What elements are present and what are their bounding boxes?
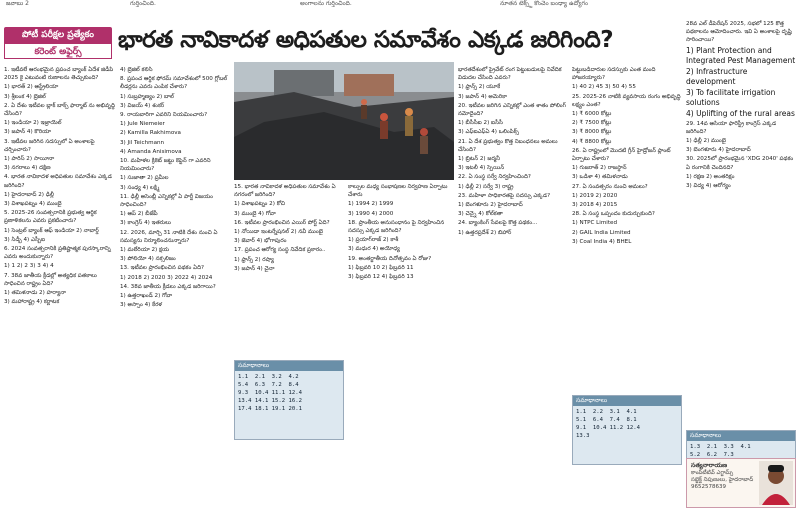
question-line: 1) గుజరాత్ 2) రాజస్థాన్ (572, 165, 627, 172)
question-line: 4) Uplifting of the rural areas (686, 108, 795, 118)
question-line: 18. ప్రాంతీయ అనుసంధానం పై నిర్వహించిన సదస్సు ఎక్కడ జరిగింది? (348, 219, 445, 235)
question-line: 1) 1 2) 2 3) 3 4) 4 (4, 263, 54, 270)
question-line: 3) విద్య 4) ఆరోగ్యం (686, 183, 731, 190)
answer-key-grid (235, 371, 343, 415)
answer-row: 5.2 6.2 7.3 (690, 452, 734, 458)
question-line: 3. ఇటీవల జరిగిన సదస్సులో ఏ అంశాలపై చర్చించారు? (4, 138, 95, 153)
question-column-3 (234, 183, 344, 506)
answer-key-2 (572, 395, 682, 465)
question-line: 1) రక్షణ 2) అంతరిక్షం (686, 173, 735, 180)
question-line: 2) Kamilla Rakhimova (120, 130, 181, 137)
answer-row: 5.4 6.3 7.2 8.4 (238, 382, 299, 388)
answer-row: 13.4 14.1 15.2 16.2 (238, 398, 302, 404)
question-line: 3) ₹ 8000 కోట్లు (572, 129, 612, 136)
question-line: 3) Coal India 4) BHEL (572, 238, 632, 245)
question-line: 28వ ఎల్ డీపెరేషన్ 2025, సభలో 125 కొత్త పథకాలను ఆమోదించారు. ఇవి ఏ అంశాలపై దృష్టి సారించాయి? (686, 21, 792, 44)
question-line: 3) విజయ్ 4) శంకర్ (120, 102, 165, 109)
question-line: 17. ప్రపంచ ఆరోగ్య సంస్థ నివేదిక ప్రకారం.. (234, 247, 326, 254)
question-line: 1) ఫిబ్రవరి 10 2) ఫిబ్రవరి 11 (348, 264, 414, 271)
question-line: 3) ముంబై 4) గోవా (234, 210, 276, 217)
question-line: 13. ఇటీవల ప్రారంభించిన పథకం ఏది? (120, 265, 204, 272)
question-line: 4. భారత నావికాదళ అధిపతుల సమావేశం ఎక్కడ జరిగింది? (4, 174, 112, 189)
question-line: 24. బ్యాంకింగ్ సేవలపై కొత్త పథకం... (458, 220, 538, 227)
question-line: 27. ఏ సంవత్సరం నుంచి అమలు? (572, 183, 648, 190)
question-line: 1) 40 2) 45 3) 50 4) 55 (572, 84, 636, 91)
section-badge (4, 27, 112, 59)
question-column-2 (120, 66, 230, 506)
question-line: 1) మలేరియా 2) క్షయ (120, 247, 170, 254)
question-line: 4) ₹ 8800 కోట్లు (572, 138, 612, 145)
question-line: 6. 2024 సంవత్సరానికి ప్రతిష్టాత్మక పురస్కారాన్ని ఎవరు అందుకున్నారు? (4, 246, 111, 261)
question-line: 3) జపాన్ 4) అమెరికా (458, 93, 507, 100)
question-line: 3) To facilitate irrigation solutions (686, 87, 776, 107)
author-photo (759, 461, 793, 505)
question-line: భారతదేశంలో ప్రైవేట్ రంగ పెట్టుబడులపై నివేదిక విడుదల చేసింది ఎవరు? (458, 67, 562, 82)
question-line: 1) సుజాతా 2) ప్రమీల (120, 175, 169, 182)
answer-row: 5.1 6.4 7.4 8.1 (576, 417, 637, 423)
question-column-7 (686, 20, 796, 270)
question-line: 7. 38వ జాతీయ క్రీడల్లో అత్యధిక పతకాలు సాధించిన రాష్ట్రం ఏది? (4, 272, 97, 287)
question-line: 23. మహిళా సాధికారతపై సదస్సు ఎక్కడ? (458, 192, 551, 199)
question-line: 2) ₹ 7500 కోట్లు (572, 120, 612, 127)
question-line: 1) ఇండియా 2) ఇజ్రాయెల్ (4, 120, 62, 127)
strip-text: నూతన టెక్స్ట్ కొంచెం బంధ్యా ఉద్యోగం (500, 0, 588, 7)
question-line: 2) Infrastructure development (686, 66, 748, 86)
author-role: కాంపిటీటివ్ ఎగ్జామ్స్ (691, 470, 734, 476)
question-line: 1) బెంగళూరు 2) హైదరాబాద్ (458, 202, 523, 209)
badge-bottom: కరెంట్ అఫైర్స్ (4, 43, 112, 59)
question-line: 1) 1994 2) 1999 (348, 201, 394, 208)
answer-key-heading: సమాధానాలు (235, 361, 343, 371)
question-column-5 (458, 66, 568, 506)
question-line: 4) బ్రెజిల్ కలిసి (120, 67, 153, 73)
question-line: 1) ఢిల్లీ 2) ముంబై (686, 138, 726, 145)
question-column-4 (348, 183, 454, 506)
question-line: 4) Amanda Anisimova (120, 148, 182, 155)
question-line: 3) ఇటలీ 4) స్పెయిన్ (458, 165, 505, 172)
question-line: 20. ఇటీవల జరిగిన ఎన్నికల్లో ఎంత శాతం పోలింగ్ నమోదైంది? (458, 102, 566, 118)
question-line: 16. ఇటీవల ప్రారంభించిన ఎయిర్ పోర్ట్ ఏది? (234, 219, 330, 226)
question-line: 19. అంతర్జాతీయ దినోత్సవం ఏ రోజు? (348, 255, 432, 262)
question-line: 3) బెంగళూరు 4) హైదరాబాద్ (686, 147, 751, 154)
question-line: 5. 2025-26 సంవత్సరానికి ప్రభుత్వ ఆర్థిక ప్రణాళికలను ఎవరు ప్రకటించారు? (4, 210, 97, 225)
answer-row: 17.4 18.1 19.1 20.1 (238, 406, 302, 412)
question-line: 3) చెన్నై 4) కోల్‌కతా (458, 211, 503, 218)
question-line: 8. ప్రపంచ ఆర్థిక ఫోరమ్ సమావేశంలో 500 గ్లోబల్ లీడర్లను ఎవరు ఎంపిక చేశారు? (120, 76, 228, 91)
author-phone: 9652578639 (691, 484, 726, 490)
news-photo (234, 62, 454, 180)
question-line: 1) హైదరాబాద్ 2) ఢిల్లీ (4, 191, 54, 198)
question-line: 3) ఒడిశా 4) తమిళనాడు (572, 174, 628, 181)
answer-key-heading: సమాధానాలు (687, 431, 795, 441)
question-line: 3) మహారాష్ట్ర 4) కర్ణాటక (4, 299, 60, 306)
question-line: 3) విశాఖపట్నం 4) ముంబై (4, 201, 62, 208)
answer-key-grid (573, 406, 681, 442)
badge-top: పోటీ పరీక్షల ప్రత్యేకం (4, 27, 112, 43)
question-line: 1) తమిళనాడు 2) హర్యానా (4, 290, 66, 297)
question-line: 1) NTPC Limited (572, 220, 618, 227)
question-line: 1) సెంట్రల్ బ్యాంక్ ఆఫ్ ఇండియా 2) నాబార్డ్ (4, 227, 99, 234)
question-line: 1) ఢిల్లీ 2) సర్వే 3) రాష్ట్ర (458, 183, 514, 190)
question-line: 26. ఏ రాష్ట్రంలో మొదటి గ్రీన్ హైడ్రోజన్ ప్లాంట్ ఏర్పాటు చేశారు? (572, 147, 671, 163)
question-line: 3) అస్సాం 4) కేరళ (120, 302, 162, 309)
question-line: 3) నగరాలు 4) దక్షిణ (4, 165, 51, 172)
question-line: 3) Jil Teichmann (120, 139, 165, 146)
question-column-1 (4, 66, 116, 506)
question-line: 21. ఏ దేశ ప్రభుత్వం కొత్త నిబంధనలు అమలు చేసింది? (458, 138, 558, 153)
question-line: 10. మహిళల క్రికెట్ జట్టు కెప్టెన్ గా ఎవరిని నియమించారు? (120, 158, 211, 173)
question-line: 3) శ్రీలంక 4) బ్రెజిల్ (4, 93, 46, 100)
question-line: 1) ఫ్రాన్స్ 2) రష్యా (234, 256, 274, 263)
question-line: కాల్పుల మధ్య సంభాషణల నిర్వహణ ఏర్పాటు చేశారు (348, 184, 448, 199)
top-strip (0, 0, 800, 8)
question-line: 2) GAIL India Limited (572, 229, 631, 236)
question-line: 1) విశాఖపట్నం 2) కోచి (234, 201, 285, 208)
answer-row: 1.1 2.1 3.2 4.2 (238, 374, 299, 380)
question-line: 25. 2025-26 నాటికి వ్యవసాయ రంగం అభివృద్ధి లక్ష్యం ఎంత? (572, 93, 681, 108)
question-line: 1) ఫ్రాన్స్ 2) యూకే (458, 84, 501, 91)
question-line: 1) పారిస్ 2) సాయీనా (4, 156, 55, 163)
question-line: 1) ఆప్ 2) బీజేపీ (120, 211, 158, 218)
question-line: 3) జెవార్ 4) భోగాపురం (234, 238, 287, 245)
question-line: 12. 2026, మార్చి 31 నాటికి దేశం నుంచి ఏ సమస్యను నిర్మూలించనున్నారు? (120, 229, 218, 244)
question-line: 3) సిడ్బీ 4) ఎస్బీఐ (4, 236, 46, 243)
question-line: 3) 2018 4) 2015 (572, 202, 618, 209)
question-line: 1) Plant Protection and Integrated Pest Management (686, 45, 796, 65)
author-location: సబ్జెక్ట్ నిపుణులు, హైదరాబాద్ (691, 477, 754, 483)
answer-key-heading: సమాధానాలు (573, 396, 681, 406)
question-line: 3) జపాన్ 4) చైనా (234, 265, 275, 272)
author-box (686, 458, 796, 508)
answer-row: 13.3 (576, 433, 590, 439)
question-line: 3) జపాన్ 4) కొరియా (4, 129, 52, 136)
question-line: 1) బీసీసీఐ 2) ఐసీసీ (458, 120, 503, 127)
strip-text: అంగాలను గుర్తించింది. (300, 0, 352, 7)
author-name: సత్యనారాయణ (691, 462, 728, 469)
question-line: 14. 38వ జాతీయ క్రీడలు ఎక్కడ జరిగాయి? (120, 283, 216, 290)
question-line: 1) ఉత్తరప్రదేశ్ 2) బిహార్ (458, 229, 512, 236)
question-line: 1) 2018 2) 2020 3) 2022 4) 2024 (120, 274, 213, 281)
answer-key-1 (234, 360, 344, 440)
answer-row: 1.1 2.2 3.1 4.1 (576, 409, 637, 415)
question-line: 1) Jule Niemeier (120, 121, 165, 128)
question-line: 28. ఏ సంస్థ ఒప్పందం కుదుర్చుకుంది? (572, 211, 655, 218)
question-line: 30. 2025లో ప్రారంభమైన 'XDG 2040' పథకం ఏ రంగానికి చెందినది? (686, 156, 794, 171)
question-line: 1) నోయిడా ఇంటర్నేషనల్ 2) నవీ ముంబై (234, 229, 323, 236)
question-line: పెట్టుబడిదారుల సదస్సుకు ఎంత మంది హాజరయ్యారు? (572, 67, 656, 82)
question-line: 3) ఎఫ్ఐఎఫ్ఏ 4) ఒలింపిక్స్ (458, 129, 519, 136)
question-line: 2. ఏ దేశం ఇటీవల బ్లాక్ బాక్స్ ఫార్మాట్ ను అభివృద్ధి చేసింది? (4, 102, 116, 118)
answer-row: 1.3 2.1 3.3 4.1 (690, 444, 751, 450)
question-line: 11. ఢిల్లీ అసెంబ్లీ ఎన్నికల్లో ఏ పార్టీ విజయం సాధించింది? (120, 193, 213, 209)
question-line: 1) భారత్ 2) ఆస్ట్రేలియా (4, 84, 59, 91)
page-headline: భారత నావికాదళ అధిపతుల సమావేశం ఎక్కడ జరిగింది? (118, 27, 614, 53)
question-line: 1) బ్రిటన్ 2) జర్మనీ (458, 156, 500, 163)
answer-row: 9.3 10.4 11.1 12.4 (238, 390, 302, 396)
question-line: 1) ప్రయాగ్‌రాజ్ 2) కాశీ (348, 237, 399, 244)
question-line: 3) ఫిబ్రవరి 12 4) ఫిబ్రవరి 13 (348, 274, 414, 281)
question-line: 1) ఉత్తరాఖండ్ 2) గోవా (120, 293, 173, 300)
answer-row: 9.1 10.4 11.2 12.4 (576, 425, 640, 431)
question-line: 1) 2019 2) 2020 (572, 192, 618, 199)
question-line: 1) సుబ్రహ్మణ్యం 2) బాల్ (120, 93, 174, 100)
question-line: 3) కాంగ్రెస్ 4) ఇతరులు (120, 220, 171, 227)
question-line: 22. ఏ సంస్థ సర్వే నిర్వహించింది? (458, 174, 531, 181)
question-line: 29. 14వ ఆసియా ఫారెస్ట్రీ కాంగ్రెస్ ఎక్కడ జరిగింది? (686, 120, 777, 135)
question-line: 9. రాయబారిగా ఎవరిని నియమించారు? (120, 112, 208, 119)
question-line: 15. భారత నావికాదళ అధిపతుల సమావేశం ఏ నగరంలో జరిగింది? (234, 184, 336, 199)
question-line: 1) ₹ 6000 కోట్లు (572, 111, 612, 118)
question-line: 3) సంధ్య 4) లక్ష్మి (120, 184, 160, 191)
question-line: 3) 1990 4) 2000 (348, 210, 394, 217)
question-line: 3) మధుర 4) అయోధ్య (348, 246, 400, 253)
strip-text: గుర్తించింది. (130, 0, 156, 7)
question-line: 1. ఇటీవలే ఆరంభమైన ప్రపంచ బ్యాంక్ ఏదేశ జిడీపి 2025 కై ఎటువంటి రుణాలను తెచ్చుకుంది? (4, 67, 114, 82)
question-line: 3) పోలియో 4) నక్సలిజం (120, 256, 176, 263)
strip-text: జవాబు 2 (6, 0, 29, 7)
